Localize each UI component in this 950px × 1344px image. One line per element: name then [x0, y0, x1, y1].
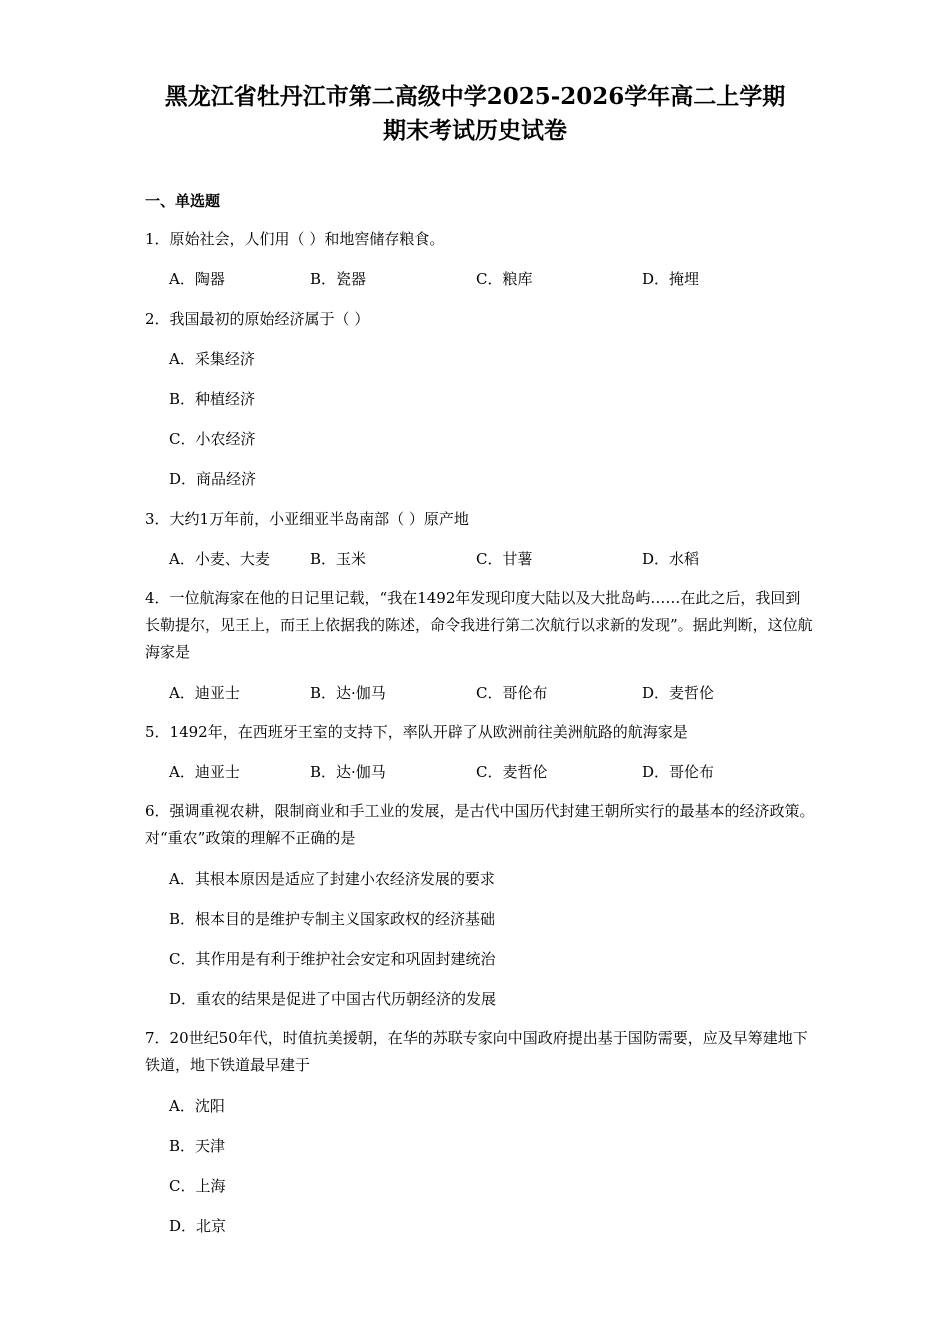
q1-option-b: B．瓷器: [310, 270, 367, 288]
q4-option-a: A．迪亚士: [169, 684, 240, 702]
q3-option-d: D．水稻: [642, 550, 700, 568]
q6-option-a: A．其根本原因是适应了封建小农经济发展的要求: [169, 870, 495, 888]
question-4: 4．一位航海家在他的日记里记载，“我在1492年发现印度大陆以及大批岛屿……在此之后，我回到长勒提尔，见王上，而王上依据我的陈述，命令我进行第二次航行以求新的发现”。据此判断，这位航海家是: [145, 589, 813, 661]
q4-option-c: C．哥伦布: [476, 684, 548, 702]
q6-option-c: C．其作用是有利于维护社会安定和巩固封建统治: [169, 950, 496, 968]
question-6: 6．强调重视农耕，限制商业和手工业的发展，是古代中国历代封建王朝所实行的最基本的经济政策。对“重农”政策的理解不正确的是: [145, 802, 815, 847]
q5-option-a: A．迪亚士: [169, 763, 240, 781]
question-7: 7．20世纪50年代，时值抗美援朝，在华的苏联专家向中国政府提出基于国防需要，应及早筹建地下铁道，地下铁道最早建于: [145, 1029, 808, 1074]
question-5: 5．1492年，在西班牙王室的支持下，率队开辟了从欧洲前往美洲航路的航海家是: [145, 723, 688, 741]
q2-option-d: D．商品经济: [169, 470, 257, 488]
q4-option-d: D．麦哲伦: [642, 684, 715, 702]
q7-option-b: B．天津: [169, 1137, 226, 1155]
q2-option-a: A．采集经济: [169, 350, 255, 368]
q5-option-d: D．哥伦布: [642, 763, 715, 781]
question-1: 1．原始社会，人们用（ ）和地窖储存粮食。: [145, 230, 445, 248]
q1-option-a: A．陶器: [169, 270, 225, 288]
q2-option-b: B．种植经济: [169, 390, 256, 408]
q7-option-a: A．沈阳: [169, 1097, 225, 1115]
question-3: 3．大约1万年前，小亚细亚半岛南部（ ）原产地: [145, 510, 469, 528]
question-2: 2．我国最初的原始经济属于（ ）: [145, 310, 370, 328]
q2-option-c: C．小农经济: [169, 430, 256, 448]
title-line-2: 期末考试历史试卷: [383, 117, 567, 144]
section-heading: 一、单选题: [145, 192, 221, 210]
q6-option-b: B．根本目的是维护专制主义国家政权的经济基础: [169, 910, 496, 928]
q7-option-d: D．北京: [169, 1217, 227, 1235]
q3-option-c: C．甘薯: [476, 550, 533, 568]
q4-option-b: B．达·伽马: [310, 684, 386, 702]
q5-option-b: B．达·伽马: [310, 763, 386, 781]
q6-option-d: D．重农的结果是促进了中国古代历朝经济的发展: [169, 990, 497, 1008]
q3-option-b: B．玉米: [310, 550, 367, 568]
q1-option-d: D．掩埋: [642, 270, 700, 288]
title-line-1: 黑龙江省牡丹江市第二高级中学2025-2026学年高二上学期: [164, 83, 786, 110]
exam-title: [120, 80, 830, 148]
q3-option-a: A．小麦、大麦: [169, 550, 270, 568]
q5-option-c: C．麦哲伦: [476, 763, 548, 781]
q1-option-c: C．粮库: [476, 270, 533, 288]
q7-option-c: C．上海: [169, 1177, 226, 1195]
